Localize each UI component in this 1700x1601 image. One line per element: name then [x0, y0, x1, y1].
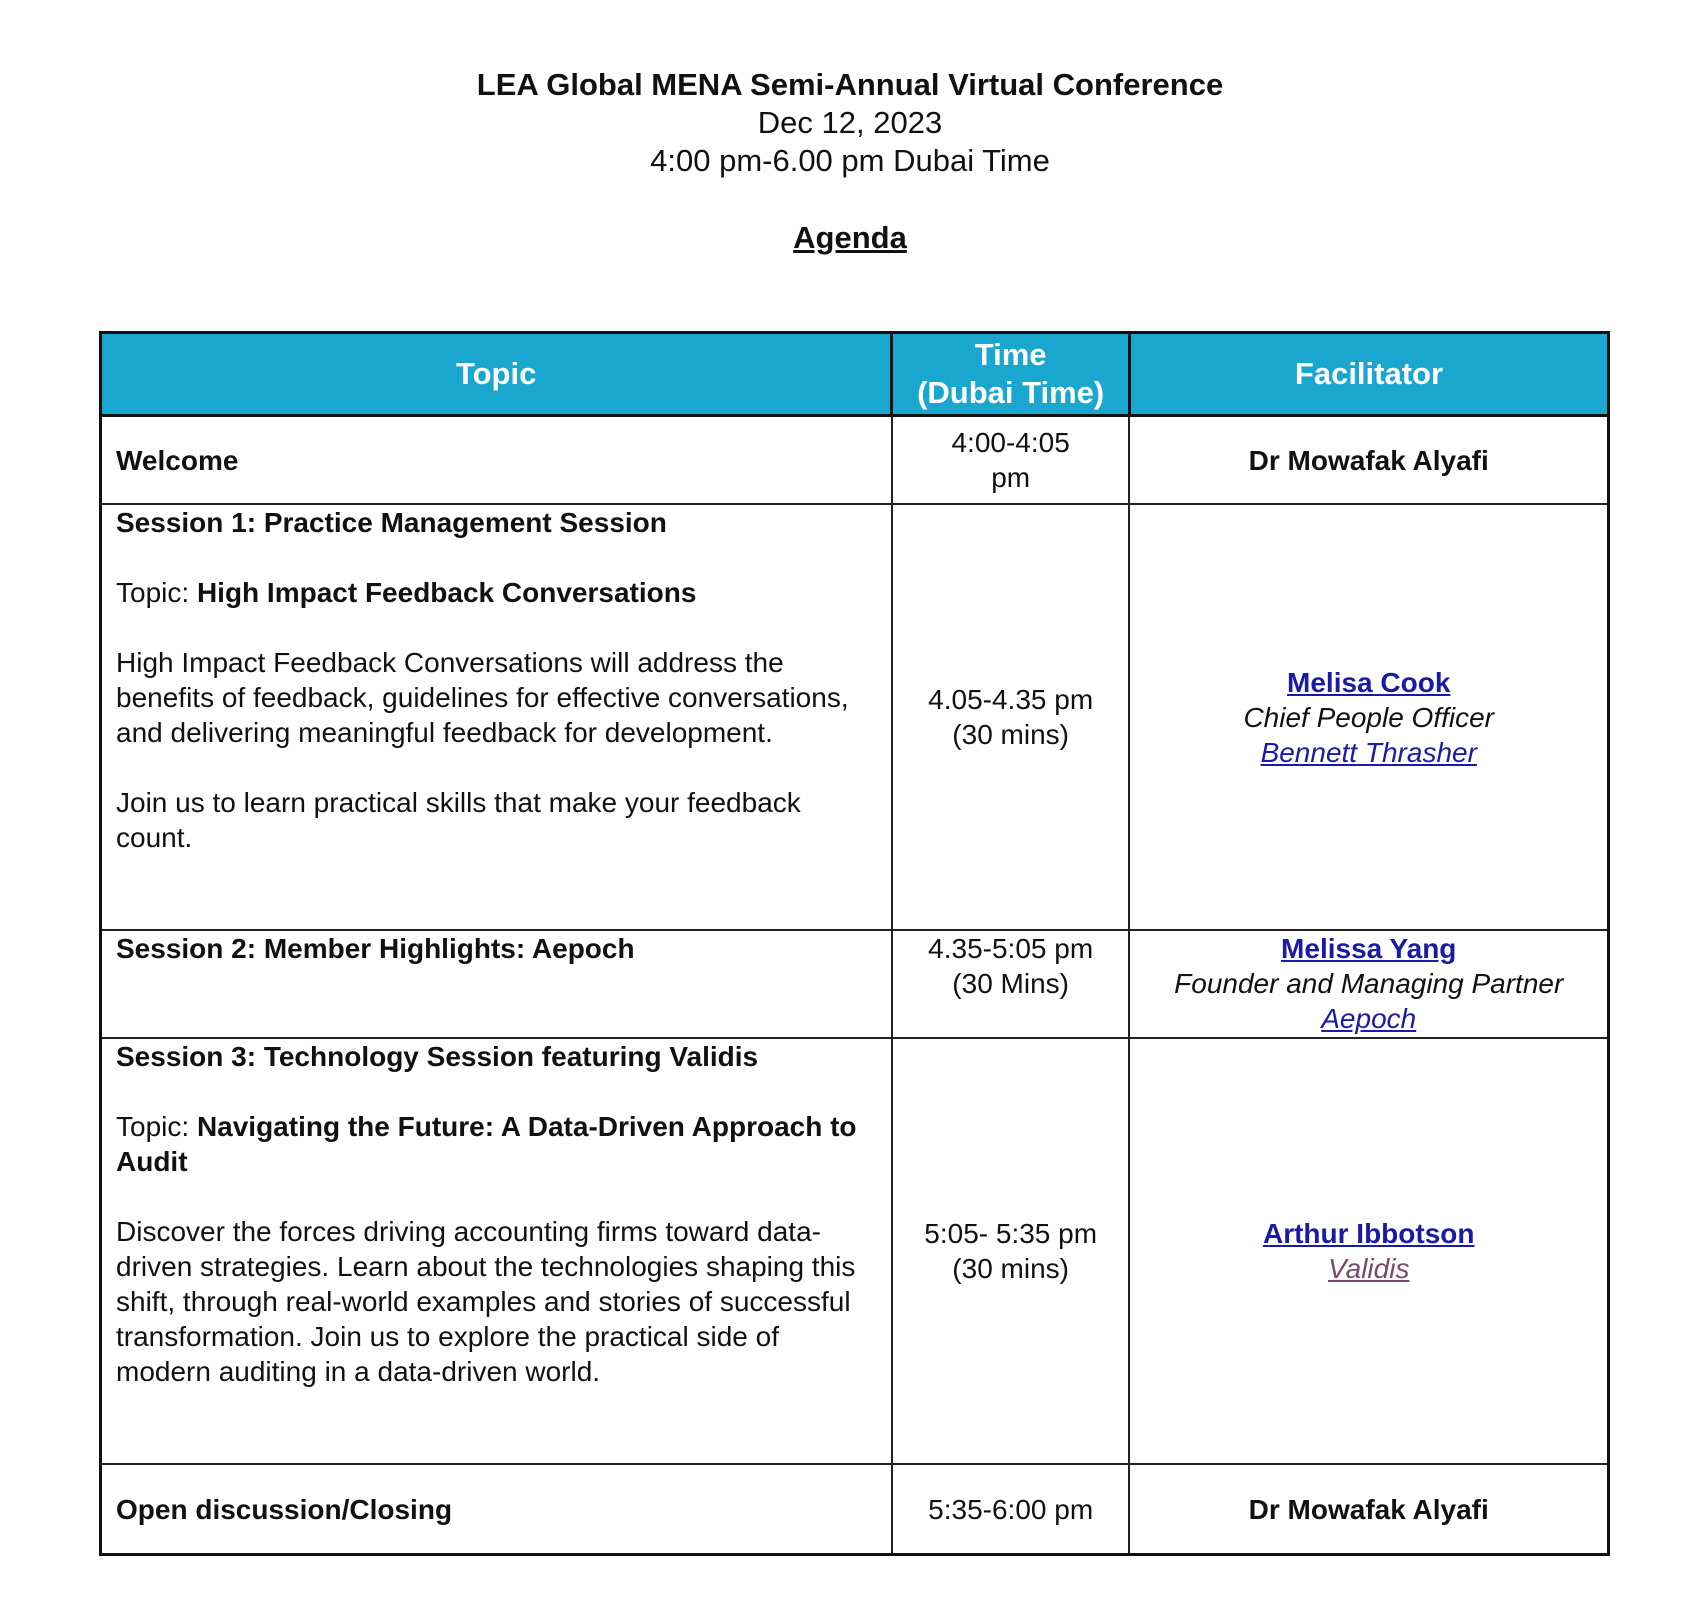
welcome-time-line2: pm: [991, 462, 1031, 493]
welcome-time: [892, 416, 1130, 505]
session3-topic-prefix: Topic:: [116, 1111, 197, 1142]
session2-facilitator: [1129, 930, 1608, 1038]
welcome-topic: Welcome: [101, 416, 892, 505]
table-row: [101, 416, 1609, 505]
session3-facilitator-name-link[interactable]: Arthur Ibbotson: [1262, 1218, 1475, 1249]
table-row: [101, 930, 1609, 1038]
session3-topic-title: Navigating the Future: A Data-Driven Approach to Audit: [116, 1111, 857, 1177]
column-header-facilitator: Facilitator: [1129, 333, 1608, 416]
session3-topic-cell: [101, 1038, 892, 1464]
session1-facilitator: [1129, 504, 1608, 930]
column-header-time-line2: (Dubai Time): [917, 375, 1105, 410]
agenda-table: [99, 331, 1610, 1556]
conference-title: LEA Global MENA Semi-Annual Virtual Conference: [476, 67, 1224, 102]
session1-topic-cell: [101, 504, 892, 930]
session2-facilitator-org-link[interactable]: Aepoch: [1321, 1003, 1417, 1034]
closing-time: 5:35-6:00 pm: [892, 1464, 1130, 1555]
column-header-time-line1: Time: [974, 337, 1047, 372]
session1-topic-line: [116, 575, 877, 610]
session1-facilitator-name-link[interactable]: Melisa Cook: [1287, 666, 1451, 698]
column-header-topic: Topic: [101, 333, 892, 416]
session2-heading: Session 2: Member Highlights: Aepoch: [101, 930, 892, 1038]
agenda-heading: Agenda: [793, 220, 907, 255]
table-row: [101, 504, 1609, 930]
session1-facilitator-org-link[interactable]: Bennett Thrasher: [1260, 736, 1477, 768]
session3-time: [892, 1038, 1130, 1464]
session2-time-line1: 4.35-5:05 pm: [928, 933, 1094, 964]
welcome-facilitator: Dr Mowafak Alyafi: [1129, 416, 1608, 505]
column-header-time: [892, 333, 1130, 416]
session3-heading: Session 3: Technology Session featuring Validis: [116, 1041, 759, 1072]
session1-time-line2: (30 mins): [952, 719, 1069, 750]
table-row: [101, 1464, 1609, 1555]
closing-topic: Open discussion/Closing: [101, 1464, 892, 1555]
session3-facilitator: [1129, 1038, 1608, 1464]
session1-time-line1: 4.05-4.35 pm: [928, 684, 1094, 715]
welcome-time-line1: 4:00-4:05: [951, 427, 1070, 458]
session2-time-line2: (30 Mins): [952, 968, 1069, 999]
session1-facilitator-role: Chief People Officer: [1243, 701, 1495, 733]
session3-time-line1: 5:05- 5:35 pm: [924, 1218, 1098, 1249]
session3-time-line2: (30 mins): [952, 1253, 1069, 1284]
session1-topic-title: High Impact Feedback Conversations: [196, 577, 697, 608]
session1-closing: Join us to learn practical skills that make your feedback count.: [116, 787, 801, 853]
session3-topic-line: [116, 1109, 877, 1179]
session2-facilitator-role: Founder and Managing Partner: [1174, 968, 1564, 999]
session2-time: [892, 930, 1130, 1038]
session3-description: Discover the forces driving accounting firms toward data-driven strategies. Learn about the technologies shaping this shift, through real-world examples and stories of successful transformation. Join us to explore the practical side of modern auditing in a data-driven world.: [116, 1216, 856, 1387]
session1-topic-prefix: Topic:: [116, 577, 197, 608]
conference-date: Dec 12, 2023: [757, 105, 943, 140]
session1-heading: Session 1: Practice Management Session: [116, 507, 667, 538]
document-header: [0, 66, 1700, 180]
session1-description: High Impact Feedback Conversations will address the benefits of feedback, guidelines for effective conversations, and delivering meaningful feedback for development.: [116, 647, 849, 748]
session2-facilitator-name-link[interactable]: Melissa Yang: [1281, 933, 1457, 964]
closing-facilitator: Dr Mowafak Alyafi: [1129, 1464, 1608, 1555]
session1-time: [892, 504, 1130, 930]
conference-time: 4:00 pm-6.00 pm Dubai Time: [650, 143, 1050, 178]
session3-facilitator-org-link[interactable]: Validis: [1328, 1253, 1410, 1284]
table-header-row: [101, 333, 1609, 416]
table-row: [101, 1038, 1609, 1464]
